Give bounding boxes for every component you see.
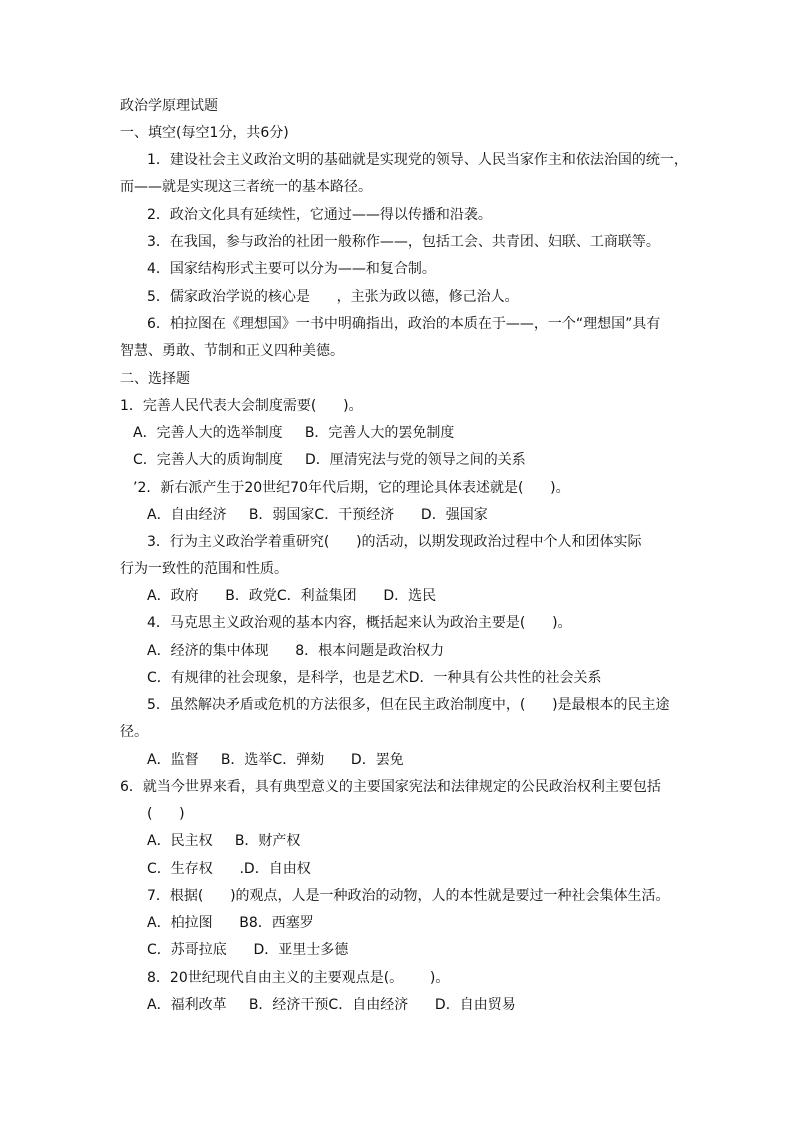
- choice-q4-options-ab: A．经济的集中体现 8．根本问题是政治权力: [147, 643, 445, 659]
- choice-q5-line2: 径。: [120, 724, 148, 740]
- fill-blank-q2: 2．政治文化具有延续性，它通过——得以传播和沿袭。: [147, 207, 492, 223]
- choice-q7-options-ab: A．柏拉图 B8．西塞罗: [147, 915, 314, 931]
- choice-q6-blank: ( ): [147, 806, 185, 822]
- choice-q3-line1: 3．行为主义政治学着重研究( )的活动，以期发现政治过程中个人和团体实际: [147, 534, 642, 550]
- choice-q2: ’2．新右派产生于20世纪70年代后期，它的理论具体表述就是( )。: [133, 480, 570, 496]
- document-title: 政治学原理试题: [120, 98, 218, 114]
- choice-q2-options: A．自由经济 B．弱国家C．干预经济 D．强国家: [147, 507, 488, 523]
- choice-q5-line1: 5．虽然解决矛盾或危机的方法很多，但在民主政治制度中，( )是最根本的民主途: [147, 697, 670, 713]
- choice-q4-options-cd: C．有规律的社会现象，是科学，也是艺术D．一种具有公共性的社会关系: [147, 670, 602, 686]
- choice-q3-options: A．政府 B．政党C．利益集团 D．选民: [147, 588, 437, 604]
- section1-heading: 一、填空(每空1分，共6分): [120, 125, 289, 141]
- choice-q8-options: A．福利改革 B．经济干预C．自由经济 D．自由贸易: [147, 997, 516, 1013]
- fill-blank-q6-line1: 6．柏拉图在《理想国》一书中明确指出，政治的本质在于——，一个“理想国”具有: [147, 316, 661, 332]
- choice-q6-options-cd: C．生存权 .D．自由权: [147, 861, 311, 877]
- fill-blank-q3: 3．在我国，参与政治的社团一般称作——，包括工会、共青团、妇联、工商联等。: [147, 234, 660, 250]
- fill-blank-q6-line2: 智慧、勇敢、节制和正义四种美德。: [120, 343, 344, 359]
- choice-q6: 6．就当今世界来看，具有典型意义的主要国家宪法和法律规定的公民政治权利主要包括: [120, 779, 661, 795]
- fill-blank-q1-line2: 而——就是实现这三者统一的基本路径。: [120, 179, 372, 195]
- choice-q7: 7．根据( )的观点，人是一种政治的动物，人的本性就是要过一种社会集体生活。: [147, 888, 670, 904]
- choice-q7-options-cd: C．苏哥拉底 D．亚里士多德: [147, 942, 349, 958]
- section2-heading: 二、选择题: [120, 371, 190, 387]
- choice-q4: 4．马克思主义政治观的基本内容，概括起来认为政治主要是( )。: [147, 615, 572, 631]
- choice-q1: 1．完善人民代表大会制度需要( )。: [120, 398, 363, 414]
- choice-q1-options-ab: A．完善人大的选举制度 B．完善人大的罢免制度: [133, 425, 455, 441]
- fill-blank-q4: 4．国家结构形式主要可以分为——和复合制。: [147, 261, 436, 277]
- choice-q1-options-cd: C．完善人大的质询制度 D．厘清宪法与党的领导之间的关系: [133, 452, 526, 468]
- choice-q5-options: A．监督 B．选举C．弹劾 D．罢免: [147, 752, 404, 768]
- choice-q6-options-ab: A．民主权 B．财产权: [147, 833, 301, 849]
- fill-blank-q1-line1: 1．建设社会主义政治文明的基础就是实现党的领导、人民当家作主和依法治国的统一，: [147, 152, 688, 168]
- choice-q8: 8．20世纪现代自由主义的主要观点是(。 )。: [147, 970, 450, 986]
- choice-q3-line2: 行为一致性的范围和性质。: [120, 561, 288, 577]
- fill-blank-q5: 5．儒家政治学说的核心是 ，主张为政以德，修己治人。: [147, 289, 519, 305]
